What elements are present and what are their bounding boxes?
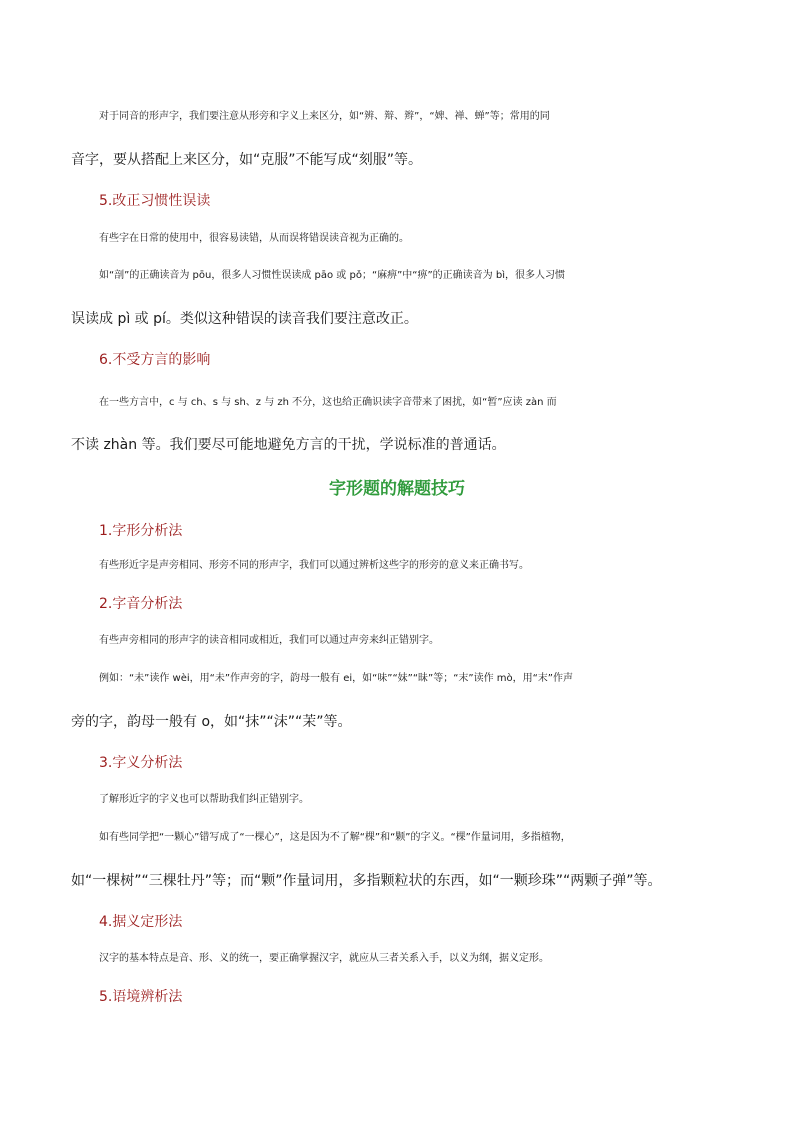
paragraph-sound-example-line1: 例如：“未”读作 wèi，用“未”作声旁的字，韵母一般有 ei，如“味”“妹”“昧”等；“末”读作 mò，用“末”作声 (99, 673, 573, 684)
section-title: 字形题的解题技巧 (329, 479, 465, 499)
heading-sound-analysis: 2.字音分析法 (99, 596, 183, 612)
paragraph-glyph-analysis: 有些形近字是声旁相同、形旁不同的形声字，我们可以通过辨析这些字的形旁的意义来正确书写。 (99, 560, 529, 571)
heading-meaning-analysis: 3.字义分析法 (99, 755, 183, 771)
heading-correct-misreading: 5.改正习惯性误读 (99, 193, 211, 209)
paragraph-sound-analysis: 有些声旁相同的形声字的读音相同或相近，我们可以通过声旁来纠正错别字。 (99, 635, 439, 646)
paragraph-misreading-example-line2: 误读成 pì 或 pí。类似这种错误的读音我们要注意改正。 (71, 311, 418, 327)
paragraph-meaning-determines-form: 汉字的基本特点是音、形、义的统一，要正确掌握汉字，就应从三者关系入手，以义为纲，据义定形。 (99, 953, 549, 964)
paragraph-misreading-intro: 有些字在日常的使用中，很容易读错，从而误将错误读音视为正确的。 (99, 233, 409, 244)
paragraph-meaning-example-line2: 如“一棵树”“三棵牡丹”等；而“颗”作量词用，多指颗粒状的东西，如“一颗珍珠”“两颗子弹”等。 (71, 873, 662, 889)
heading-glyph-analysis: 1.字形分析法 (99, 523, 183, 539)
paragraph-sound-example-line2: 旁的字，韵母一般有 o，如“抹”“沫”“茉”等。 (71, 714, 352, 730)
paragraph-meaning-example-line1: 如有些同学把“一颗心”错写成了“一棵心”，这是因为不了解“棵”和“颗”的字义。“棵”作量词用，多指植物， (99, 832, 571, 843)
heading-context-analysis: 5.语境辨析法 (99, 989, 183, 1005)
paragraph-homophone-line1: 对于同音的形声字，我们要注意从形旁和字义上来区分，如“辨、辩、辫”，“婢、禅、蝉”等；常用的同 (99, 111, 550, 122)
paragraph-meaning-analysis: 了解形近字的字义也可以帮助我们纠正错别字。 (99, 794, 309, 805)
paragraph-dialect-line1: 在一些方言中，c 与 ch、s 与 sh、z 与 zh 不分，这也给正确识读字音带来了困扰，如“暂”应读 zàn 而 (99, 397, 557, 408)
heading-dialect-influence: 6.不受方言的影响 (99, 352, 211, 368)
paragraph-homophone-line2: 音字，要从搭配上来区分，如“克服”不能写成“刻服”等。 (71, 152, 423, 168)
paragraph-misreading-example-line1: 如“剖”的正确读音为 pōu，很多人习惯性误读成 pāo 或 pǒ；“麻痹”中“痹”的正确读音为 bì，很多人习惯 (99, 270, 565, 281)
paragraph-dialect-line2: 不读 zhàn 等。我们要尽可能地避免方言的干扰，学说标准的普通话。 (71, 437, 506, 453)
heading-meaning-determines-form: 4.据义定形法 (99, 914, 183, 930)
